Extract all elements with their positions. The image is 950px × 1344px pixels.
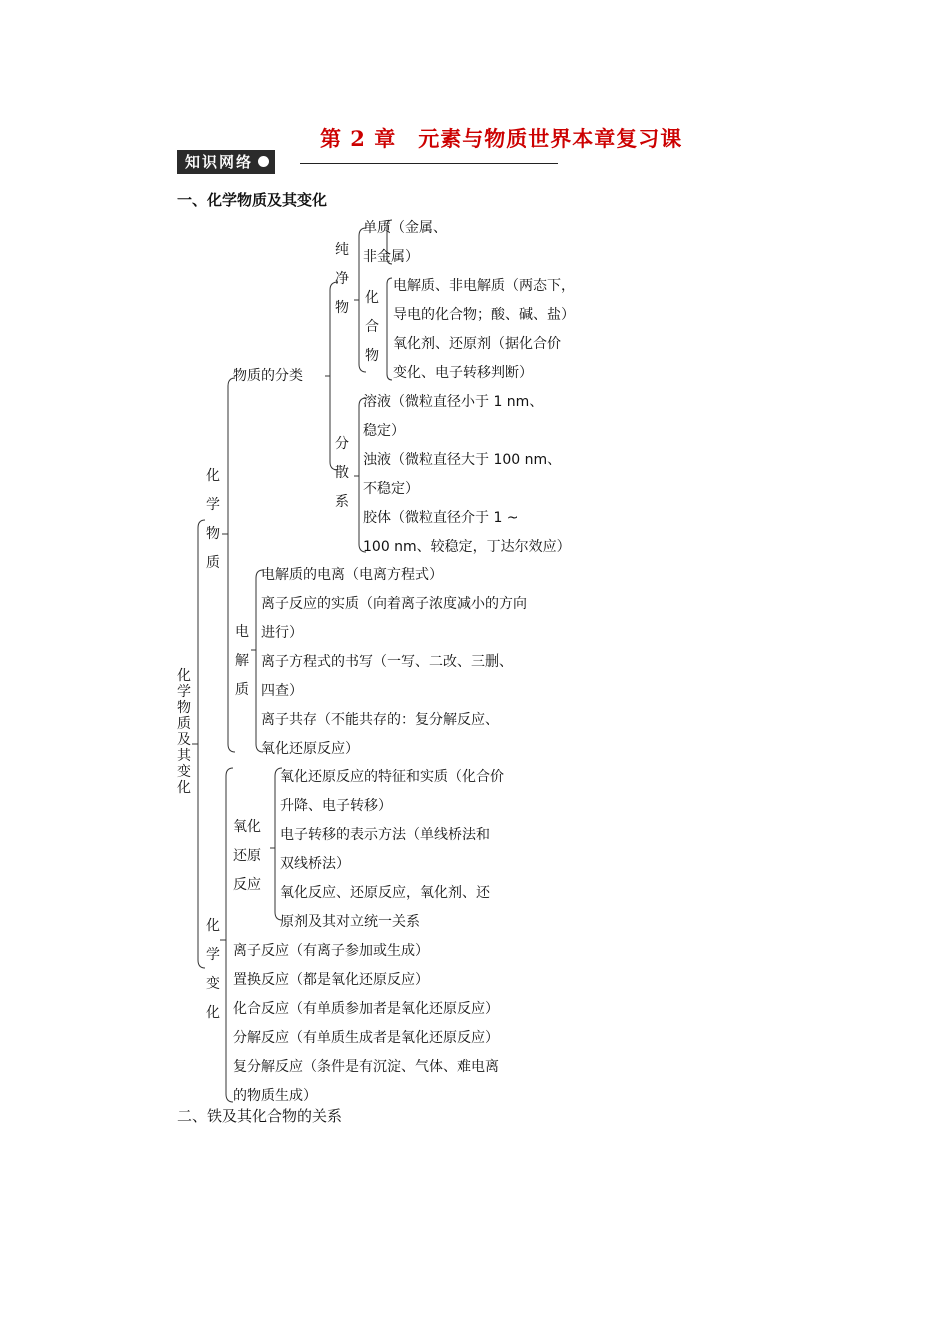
leaf-elec-4: 离子方程式的书写（一写、二改、三删、	[261, 654, 513, 670]
leaf-redox-1: 氧化还原反应的特征和实质（化合价	[280, 769, 504, 785]
leaf-comp-1: 电解质、非电解质（两态下，	[393, 278, 575, 294]
badge-label: 知识网络	[185, 153, 254, 171]
electrolyte-label: 电解质	[235, 624, 249, 698]
dispersion-label: 分散系	[335, 436, 349, 510]
pure-label: 纯净物	[335, 242, 349, 316]
leaf-disp-6: 100 nm、较稳定，丁达尔效应）	[363, 539, 571, 555]
leaf-elec-3: 进行）	[261, 625, 303, 641]
bracket-compound	[387, 278, 392, 380]
page-title: 第 2 章 元素与物质世界本章复习课	[320, 126, 683, 151]
leaf-change-1: 离子反应（有离子参加或生成）	[233, 943, 429, 959]
redox-label: 氧化还原反应	[233, 819, 261, 893]
root-label: 化学物质及其变化	[177, 668, 191, 796]
leaf-elec-2: 离子反应的实质（向着离子浓度减小的方向	[261, 596, 527, 612]
leaf-elem-2: 非金属）	[363, 249, 419, 265]
leaf-elec-5: 四查）	[261, 683, 303, 699]
leaf-elec-7: 氧化还原反应）	[261, 741, 359, 757]
leaf-disp-4: 不稳定）	[363, 481, 419, 497]
classification-label: 物质的分类	[233, 368, 303, 384]
leaf-elec-1: 电解质的电离（电离方程式）	[261, 567, 443, 583]
leaf-comp-2: 导电的化合物；酸、碱、盐）	[393, 307, 575, 323]
leaf-disp-3: 浊液（微粒直径大于 100 nm、	[363, 452, 562, 468]
bracket-root	[192, 520, 205, 968]
section-heading-2: 二、铁及其化合物的关系	[177, 1107, 343, 1125]
leaf-redox-6: 原剂及其对立统一关系	[280, 914, 420, 930]
leaf-change-4: 分解反应（有单质生成者是氧化还原反应）	[233, 1030, 499, 1046]
leaf-change-6: 的物质生成）	[233, 1088, 317, 1104]
leaf-disp-1: 溶液（微粒直径小于 1 nm、	[363, 394, 544, 410]
bracket-change	[220, 768, 233, 1102]
compound-label: 化合物	[365, 290, 379, 364]
leaf-change-5: 复分解反应（条件是有沉淀、气体、难电离	[233, 1059, 499, 1075]
leaf-elem-1: 单质（金属、	[363, 220, 447, 236]
leaf-comp-4: 变化、电子转移判断）	[393, 365, 533, 381]
section-heading-1: 一、化学物质及其变化	[177, 191, 328, 209]
leaf-disp-5: 胶体（微粒直径介于 1 ~	[363, 510, 519, 526]
leaf-redox-3: 电子转移的表示方法（单线桥法和	[280, 827, 490, 843]
change-label: 化学变化	[206, 918, 220, 1021]
leaf-change-2: 置换反应（都是氧化还原反应）	[233, 972, 429, 988]
leaf-redox-2: 升降、电子转移）	[280, 798, 392, 814]
leaf-redox-5: 氧化反应、还原反应，氧化剂、还	[280, 885, 490, 901]
leaf-comp-3: 氧化剂、还原剂（据化合价	[393, 336, 561, 352]
leaf-elec-6: 离子共存（不能共存的：复分解反应、	[261, 712, 499, 728]
leaf-redox-4: 双线桥法）	[280, 856, 350, 872]
bracket-dispersion	[354, 398, 366, 552]
leaf-change-3: 化合反应（有单质参加者是氧化还原反应）	[233, 1001, 499, 1017]
substances-label: 化学物质	[206, 468, 220, 571]
leaf-disp-2: 稳定）	[363, 423, 405, 439]
